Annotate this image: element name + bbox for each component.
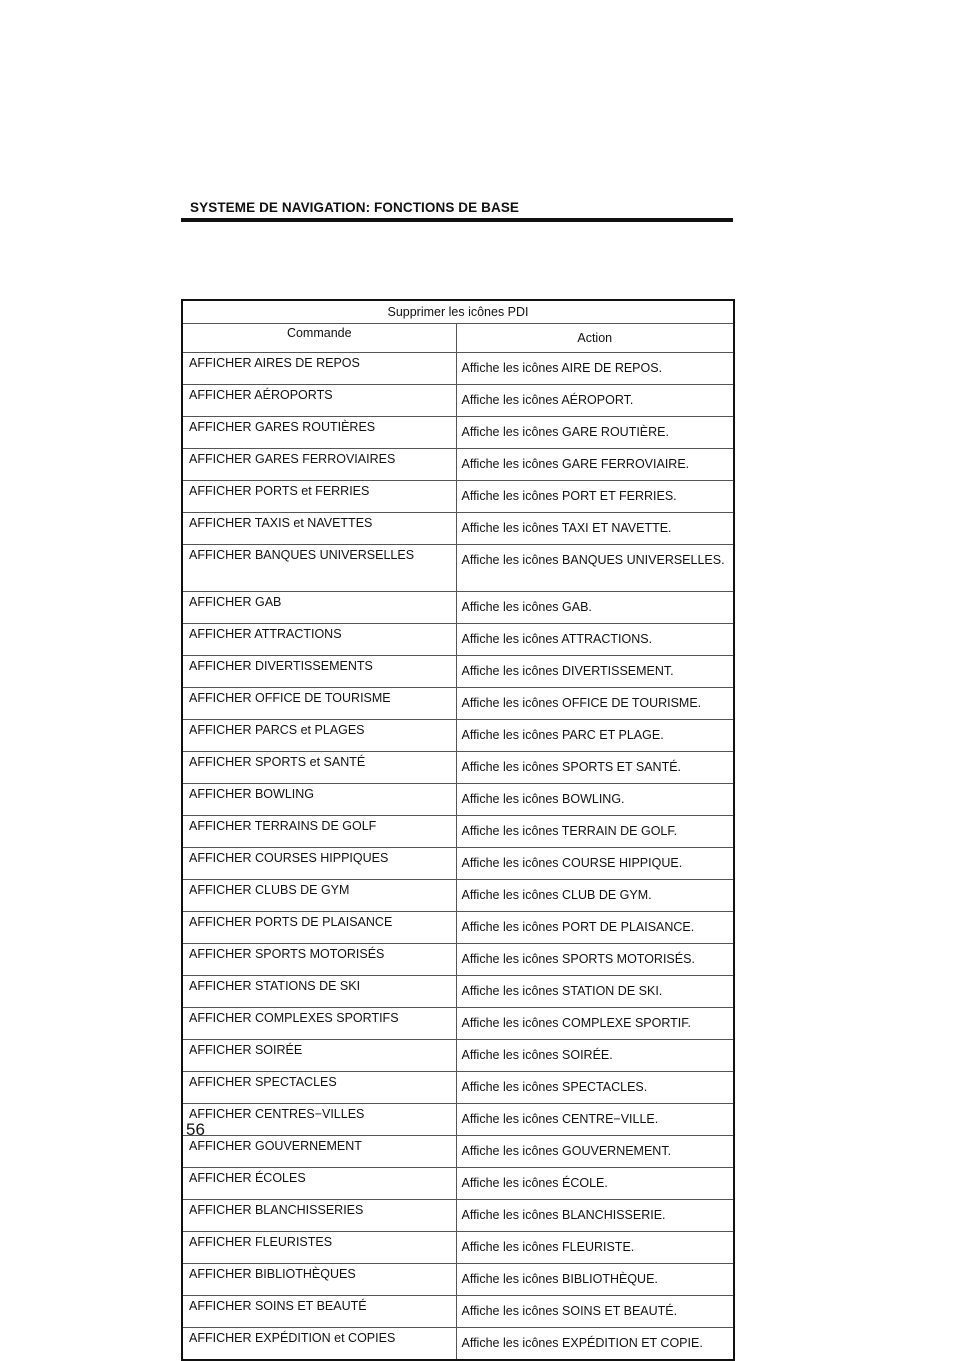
table-row (182, 1328, 734, 1361)
action-cell: Affiche les icônes GAB. (456, 592, 734, 624)
command-cell: AFFICHER TERRAINS DE GOLF (182, 816, 456, 848)
action-cell: Affiche les icônes PARC ET PLAGE. (456, 720, 734, 752)
action-cell: Affiche les icônes TERRAIN DE GOLF. (456, 816, 734, 848)
command-cell: AFFICHER BLANCHISSERIES (182, 1200, 456, 1232)
table-row (182, 1232, 734, 1264)
table-row (182, 353, 734, 385)
action-cell: Affiche les icônes BLANCHISSERIE. (456, 1200, 734, 1232)
action-cell: Affiche les icônes DIVERTISSEMENT. (456, 656, 734, 688)
table-row (182, 784, 734, 816)
action-cell: Affiche les icônes EXPÉDITION ET COPIE. (456, 1328, 734, 1361)
command-cell: AFFICHER GOUVERNEMENT (182, 1136, 456, 1168)
command-cell: AFFICHER DIVERTISSEMENTS (182, 656, 456, 688)
table-row (182, 976, 734, 1008)
table-row (182, 1264, 734, 1296)
command-cell: AFFICHER SPECTACLES (182, 1072, 456, 1104)
table-row (182, 417, 734, 449)
table-row (182, 880, 734, 912)
table-row (182, 449, 734, 481)
command-cell: AFFICHER BOWLING (182, 784, 456, 816)
table-row (182, 688, 734, 720)
action-cell: Affiche les icônes SOIRÉE. (456, 1040, 734, 1072)
command-cell: AFFICHER AÉROPORTS (182, 385, 456, 417)
action-cell: Affiche les icônes SOINS ET BEAUTÉ. (456, 1296, 734, 1328)
action-cell: Affiche les icônes ÉCOLE. (456, 1168, 734, 1200)
command-cell: AFFICHER BANQUES UNIVERSELLES (182, 545, 456, 592)
command-cell: AFFICHER PARCS et PLAGES (182, 720, 456, 752)
poi-command-table (181, 299, 735, 1361)
table-row (182, 848, 734, 880)
table-row (182, 1008, 734, 1040)
page-number: 56 (186, 1120, 205, 1139)
command-cell: AFFICHER FLEURISTES (182, 1232, 456, 1264)
table-row (182, 656, 734, 688)
action-cell: Affiche les icônes AÉROPORT. (456, 385, 734, 417)
command-cell: AFFICHER OFFICE DE TOURISME (182, 688, 456, 720)
column-header-action: Action (456, 324, 734, 353)
action-cell: Affiche les icônes PORT ET FERRIES. (456, 481, 734, 513)
command-cell: AFFICHER SPORTS MOTORISÉS (182, 944, 456, 976)
action-cell: Affiche les icônes GOUVERNEMENT. (456, 1136, 734, 1168)
command-cell: AFFICHER GAB (182, 592, 456, 624)
action-cell: Affiche les icônes CLUB DE GYM. (456, 880, 734, 912)
action-cell: Affiche les icônes STATION DE SKI. (456, 976, 734, 1008)
command-cell: AFFICHER BIBLIOTHÈQUES (182, 1264, 456, 1296)
table-row (182, 752, 734, 784)
section-title: SYSTEME DE NAVIGATION: FONCTIONS DE BASE (190, 200, 520, 215)
action-cell: Affiche les icônes BIBLIOTHÈQUE. (456, 1264, 734, 1296)
command-cell: AFFICHER SOINS ET BEAUTÉ (182, 1296, 456, 1328)
action-cell: Affiche les icônes ATTRACTIONS. (456, 624, 734, 656)
command-cell: AFFICHER GARES ROUTIÈRES (182, 417, 456, 449)
action-cell: Affiche les icônes SPORTS ET SANTÉ. (456, 752, 734, 784)
command-cell: AFFICHER COURSES HIPPIQUES (182, 848, 456, 880)
action-cell: Affiche les icônes FLEURISTE. (456, 1232, 734, 1264)
action-cell: Affiche les icônes BOWLING. (456, 784, 734, 816)
table-row (182, 720, 734, 752)
command-cell: AFFICHER ATTRACTIONS (182, 624, 456, 656)
action-cell: Affiche les icônes GARE FERROVIAIRE. (456, 449, 734, 481)
action-cell: Affiche les icônes BANQUES UNIVERSELLES. (456, 545, 734, 592)
command-cell: AFFICHER SOIRÉE (182, 1040, 456, 1072)
table-row (182, 385, 734, 417)
table-caption: Supprimer les icônes PDI (182, 300, 734, 324)
table-row (182, 944, 734, 976)
column-header-command: Commande (182, 324, 456, 353)
command-cell: AFFICHER PORTS et FERRIES (182, 481, 456, 513)
action-cell: Affiche les icônes COMPLEXE SPORTIF. (456, 1008, 734, 1040)
table-row (182, 1168, 734, 1200)
action-cell: Affiche les icônes CENTRE−VILLE. (456, 1104, 734, 1136)
table-row (182, 816, 734, 848)
command-cell: AFFICHER GARES FERROVIAIRES (182, 449, 456, 481)
action-cell: Affiche les icônes GARE ROUTIÈRE. (456, 417, 734, 449)
table-row (182, 592, 734, 624)
command-cell: AFFICHER PORTS DE PLAISANCE (182, 912, 456, 944)
action-cell: Affiche les icônes TAXI ET NAVETTE. (456, 513, 734, 545)
command-cell: AFFICHER ÉCOLES (182, 1168, 456, 1200)
action-cell: Affiche les icônes COURSE HIPPIQUE. (456, 848, 734, 880)
table-row (182, 1200, 734, 1232)
command-cell: AFFICHER EXPÉDITION et COPIES (182, 1328, 456, 1361)
table-row (182, 545, 734, 592)
table-row (182, 1104, 734, 1136)
command-cell: AFFICHER CLUBS DE GYM (182, 880, 456, 912)
command-cell: AFFICHER TAXIS et NAVETTES (182, 513, 456, 545)
command-cell: AFFICHER SPORTS et SANTÉ (182, 752, 456, 784)
table-row (182, 912, 734, 944)
action-cell: Affiche les icônes OFFICE DE TOURISME. (456, 688, 734, 720)
command-cell: AFFICHER STATIONS DE SKI (182, 976, 456, 1008)
command-cell: AFFICHER AIRES DE REPOS (182, 353, 456, 385)
command-cell: AFFICHER CENTRES−VILLES (182, 1104, 456, 1136)
poi-command-table-container (181, 299, 733, 1361)
table-row (182, 513, 734, 545)
table-row (182, 1072, 734, 1104)
table-caption-row (182, 300, 734, 324)
action-cell: Affiche les icônes PORT DE PLAISANCE. (456, 912, 734, 944)
action-cell: Affiche les icônes SPORTS MOTORISÉS. (456, 944, 734, 976)
action-cell: Affiche les icônes AIRE DE REPOS. (456, 353, 734, 385)
table-row (182, 481, 734, 513)
table-row (182, 1296, 734, 1328)
table-row (182, 1136, 734, 1168)
table-row (182, 624, 734, 656)
table-row (182, 1040, 734, 1072)
table-header-row (182, 324, 734, 353)
action-cell: Affiche les icônes SPECTACLES. (456, 1072, 734, 1104)
header-rule (181, 218, 733, 222)
command-cell: AFFICHER COMPLEXES SPORTIFS (182, 1008, 456, 1040)
